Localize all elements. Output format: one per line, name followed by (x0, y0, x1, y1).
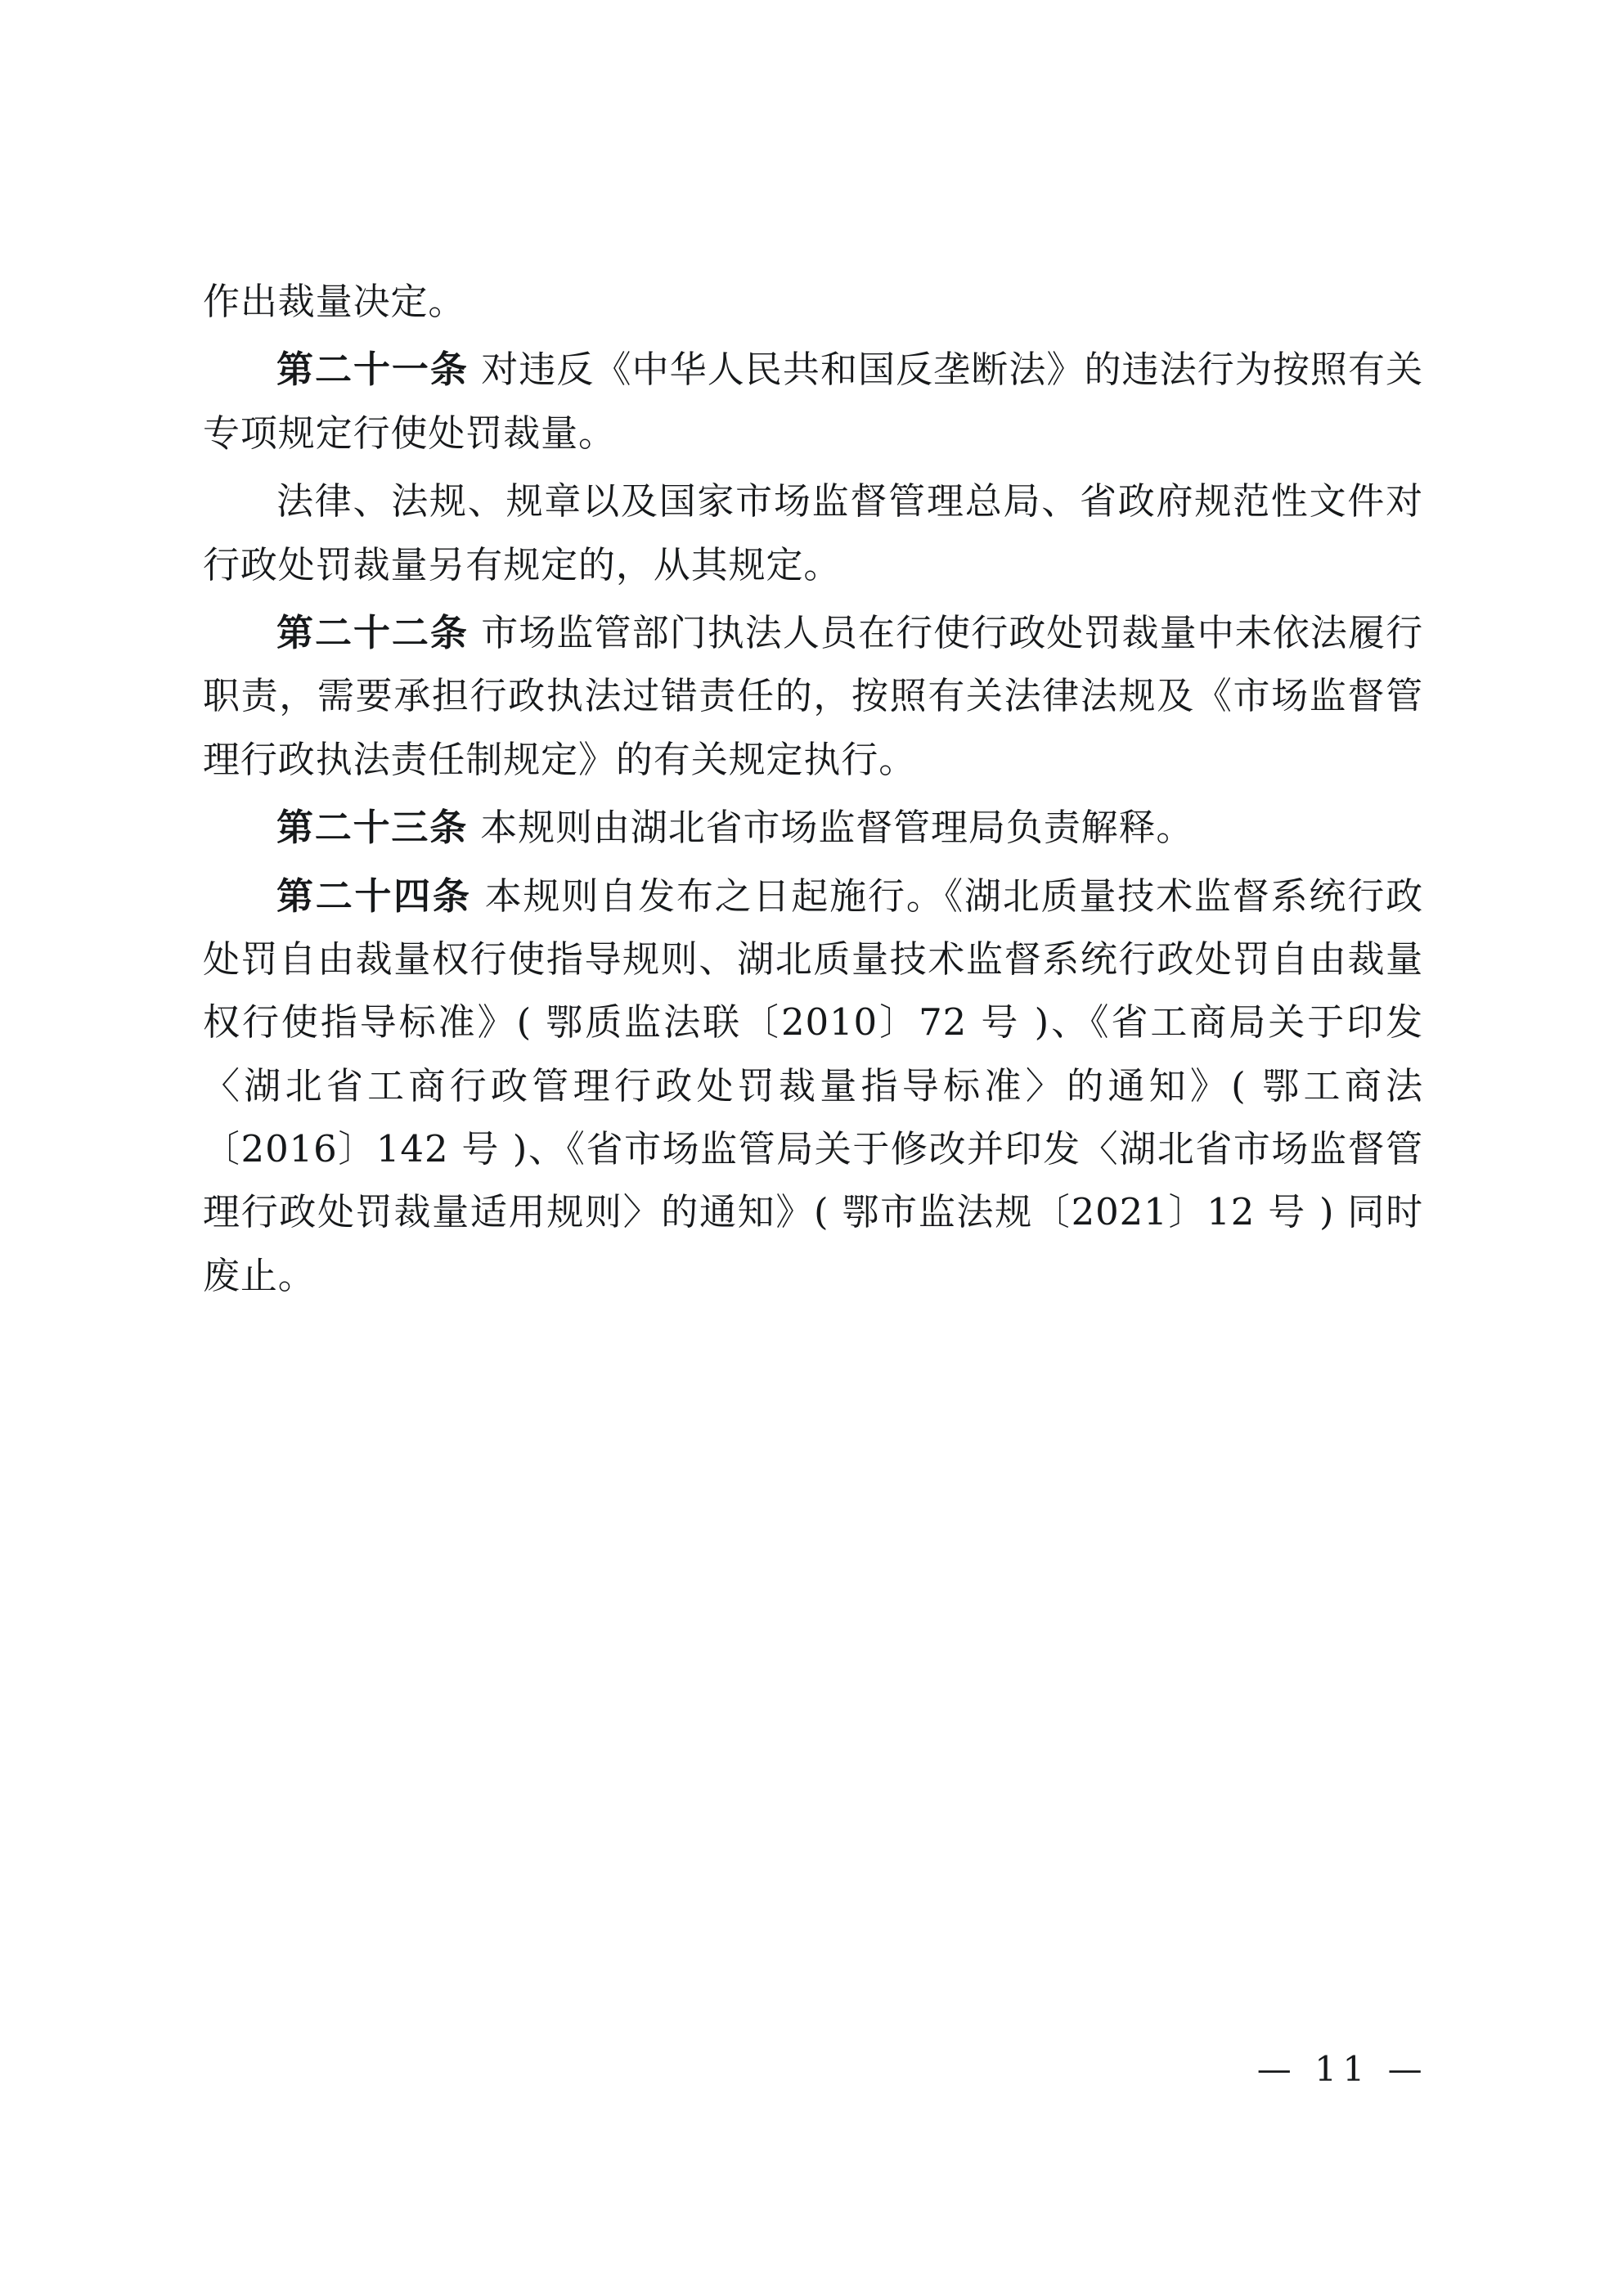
document-body (203, 270, 1423, 1312)
paragraph-article-23 (203, 796, 1423, 859)
article-number-21: 第二十一条 (276, 348, 469, 392)
paragraph-text: 本规则自发布之日起施行。《湖北质量技术监督系统行政处罚自由裁量权行使指导规则、湖北质量技术监督系统行政处罚自由裁量权行使指导标准》( 鄂质监法联〔2010〕72 号 )、《省工商局关于印发〈湖北省工商行政管理行政处罚裁量指导标准〉的通知》( 鄂工商法〔2016〕142 号 )、《省市场监管局关于修改并印发〈湖北省市场监督管理行政处罚裁量适用规则〉的通知》( 鄂市监法规〔2021〕12 号 ) 同时废止。 (203, 874, 1423, 1297)
paragraph-continuation (203, 270, 1423, 333)
article-number-23: 第二十三条 (276, 806, 469, 850)
paragraph-article-24 (203, 865, 1423, 1308)
article-number-22: 第二十二条 (276, 610, 469, 654)
paragraph-text: 作出裁量决定。 (203, 280, 466, 323)
paragraph-text: 法律、法规、规章以及国家市场监督管理总局、省政府规范性文件对行政处罚裁量另有规定的，从其规定。 (203, 479, 1423, 586)
paragraph-text: 本规则由湖北省市场监督管理局负责解释。 (468, 806, 1194, 850)
paragraph-article-21-sub (203, 470, 1423, 596)
page-number: — 11 — (1256, 2049, 1429, 2089)
paragraph-article-21 (203, 338, 1423, 465)
page-footer (0, 2049, 1622, 2089)
paragraph-text: 对违反《中华人民共和国反垄断法》的违法行为按照有关专项规定行使处罚裁量。 (203, 348, 1423, 455)
paragraph-text: 市场监管部门执法人员在行使行政处罚裁量中未依法履行职责，需要承担行政执法过错责任的，按照有关法律法规及《市场监督管理行政执法责任制规定》的有关规定执行。 (203, 610, 1423, 781)
article-number-24: 第二十四条 (276, 874, 472, 918)
paragraph-article-22 (203, 601, 1423, 791)
